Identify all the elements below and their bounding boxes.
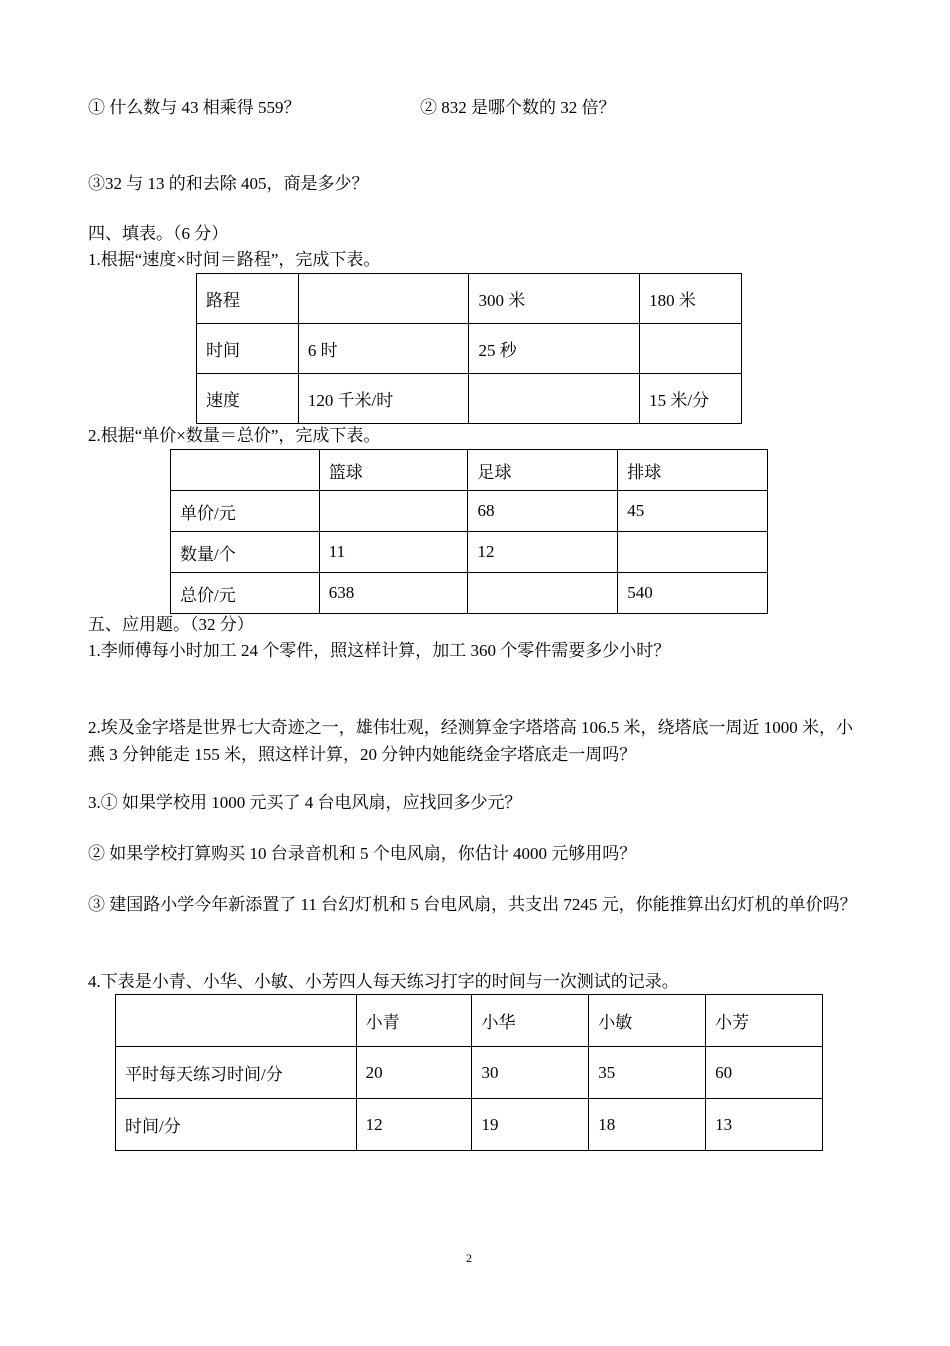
table-cell: 30: [472, 1047, 589, 1099]
table-cell: [116, 995, 357, 1047]
problem-2: 2.埃及金字塔是世界七大奇迹之一，雄伟壮观，经测算金字塔塔高 106.5 米，绕塔底一周近 1000 米，小燕 3 分钟能走 155 米，照这样计算，20 分钟内她能绕金字塔底走一周吗？: [88, 718, 853, 764]
section-4-heading: 四、填表。（6 分）: [88, 224, 229, 243]
table-cell: 小青: [356, 995, 472, 1047]
table-cell: 数量/个: [171, 532, 320, 573]
table-cell: 足球: [468, 450, 618, 491]
table-cell: [171, 450, 320, 491]
table-cell: 25 秒: [469, 324, 640, 374]
table-cell: 15 米/分: [640, 374, 742, 424]
table-row: [171, 450, 768, 491]
table-row: [171, 491, 768, 532]
table-cell: 12: [468, 532, 618, 573]
table-cell: 小华: [472, 995, 589, 1047]
table-cell: 11: [319, 532, 468, 573]
table-cell: 篮球: [319, 450, 468, 491]
section-5-heading: 五、应用题。（32 分）: [88, 615, 254, 634]
table-cell: [468, 573, 618, 614]
table-cell: [618, 532, 768, 573]
table-cell: 638: [319, 573, 468, 614]
table-cell: 小敏: [589, 995, 706, 1047]
table-cell: 单价/元: [171, 491, 320, 532]
table-cell: 总价/元: [171, 573, 320, 614]
table-cell: 速度: [197, 374, 299, 424]
table-1-intro: 1.根据“速度×时间＝路程”，完成下表。: [88, 250, 381, 269]
table-2-intro: 2.根据“单价×数量＝总价”，完成下表。: [88, 426, 381, 445]
speed-time-distance-table: [196, 273, 742, 424]
table-cell: 60: [706, 1047, 823, 1099]
table-cell: 排球: [618, 450, 768, 491]
table-cell: [298, 274, 469, 324]
table-cell: 20: [356, 1047, 472, 1099]
table-cell: 时间/分: [116, 1099, 357, 1151]
page-number: 2: [466, 1251, 472, 1265]
table-cell: 时间: [197, 324, 299, 374]
table-cell: 19: [472, 1099, 589, 1151]
table-cell: [319, 491, 468, 532]
table-row: [171, 573, 768, 614]
table-cell: 13: [706, 1099, 823, 1151]
problem-1: 1.李师傅每小时加工 24 个零件，照这样计算，加工 360 个零件需要多少小时？: [88, 641, 671, 660]
table-cell: 小芳: [706, 995, 823, 1047]
table-row: [116, 1099, 823, 1151]
table-cell: 6 时: [298, 324, 469, 374]
table-cell: 45: [618, 491, 768, 532]
table-cell: 180 米: [640, 274, 742, 324]
table-row: [116, 1047, 823, 1099]
table-cell: 路程: [197, 274, 299, 324]
question-3: ③32 与 13 的和去除 405，商是多少？: [88, 174, 369, 193]
price-quantity-total-table: [170, 449, 768, 614]
table-cell: 12: [356, 1099, 472, 1151]
table-cell: [640, 324, 742, 374]
problem-4: 4.下表是小青、小华、小敏、小芳四人每天练习打字的时间与一次测试的记录。: [88, 972, 679, 991]
table-cell: 18: [589, 1099, 706, 1151]
question-2: ② 832 是哪个数的 32 倍？: [420, 98, 616, 117]
question-1: ① 什么数与 43 相乘得 559？: [88, 98, 301, 117]
table-row: [116, 995, 823, 1047]
table-row: [197, 374, 742, 424]
typing-practice-table: [115, 994, 823, 1151]
table-cell: 平时每天练习时间/分: [116, 1047, 357, 1099]
problem-3c: ③ 建国路小学今年新添置了 11 台幻灯机和 5 台电风扇，共支出 7245 元，你能推算出幻灯机的单价吗？: [88, 895, 857, 914]
table-cell: [469, 374, 640, 424]
table-cell: 540: [618, 573, 768, 614]
problem-3b: ② 如果学校打算购买 10 台录音机和 5 个电风扇，你估计 4000 元够用吗？: [88, 844, 637, 863]
table-cell: 35: [589, 1047, 706, 1099]
table-cell: 68: [468, 491, 618, 532]
table-cell: 120 千米/时: [298, 374, 469, 424]
table-row: [197, 324, 742, 374]
table-row: [171, 532, 768, 573]
table-cell: 300 米: [469, 274, 640, 324]
problem-3a: 3.① 如果学校用 1000 元买了 4 台电风扇，应找回多少元？: [88, 793, 522, 812]
table-row: [197, 274, 742, 324]
